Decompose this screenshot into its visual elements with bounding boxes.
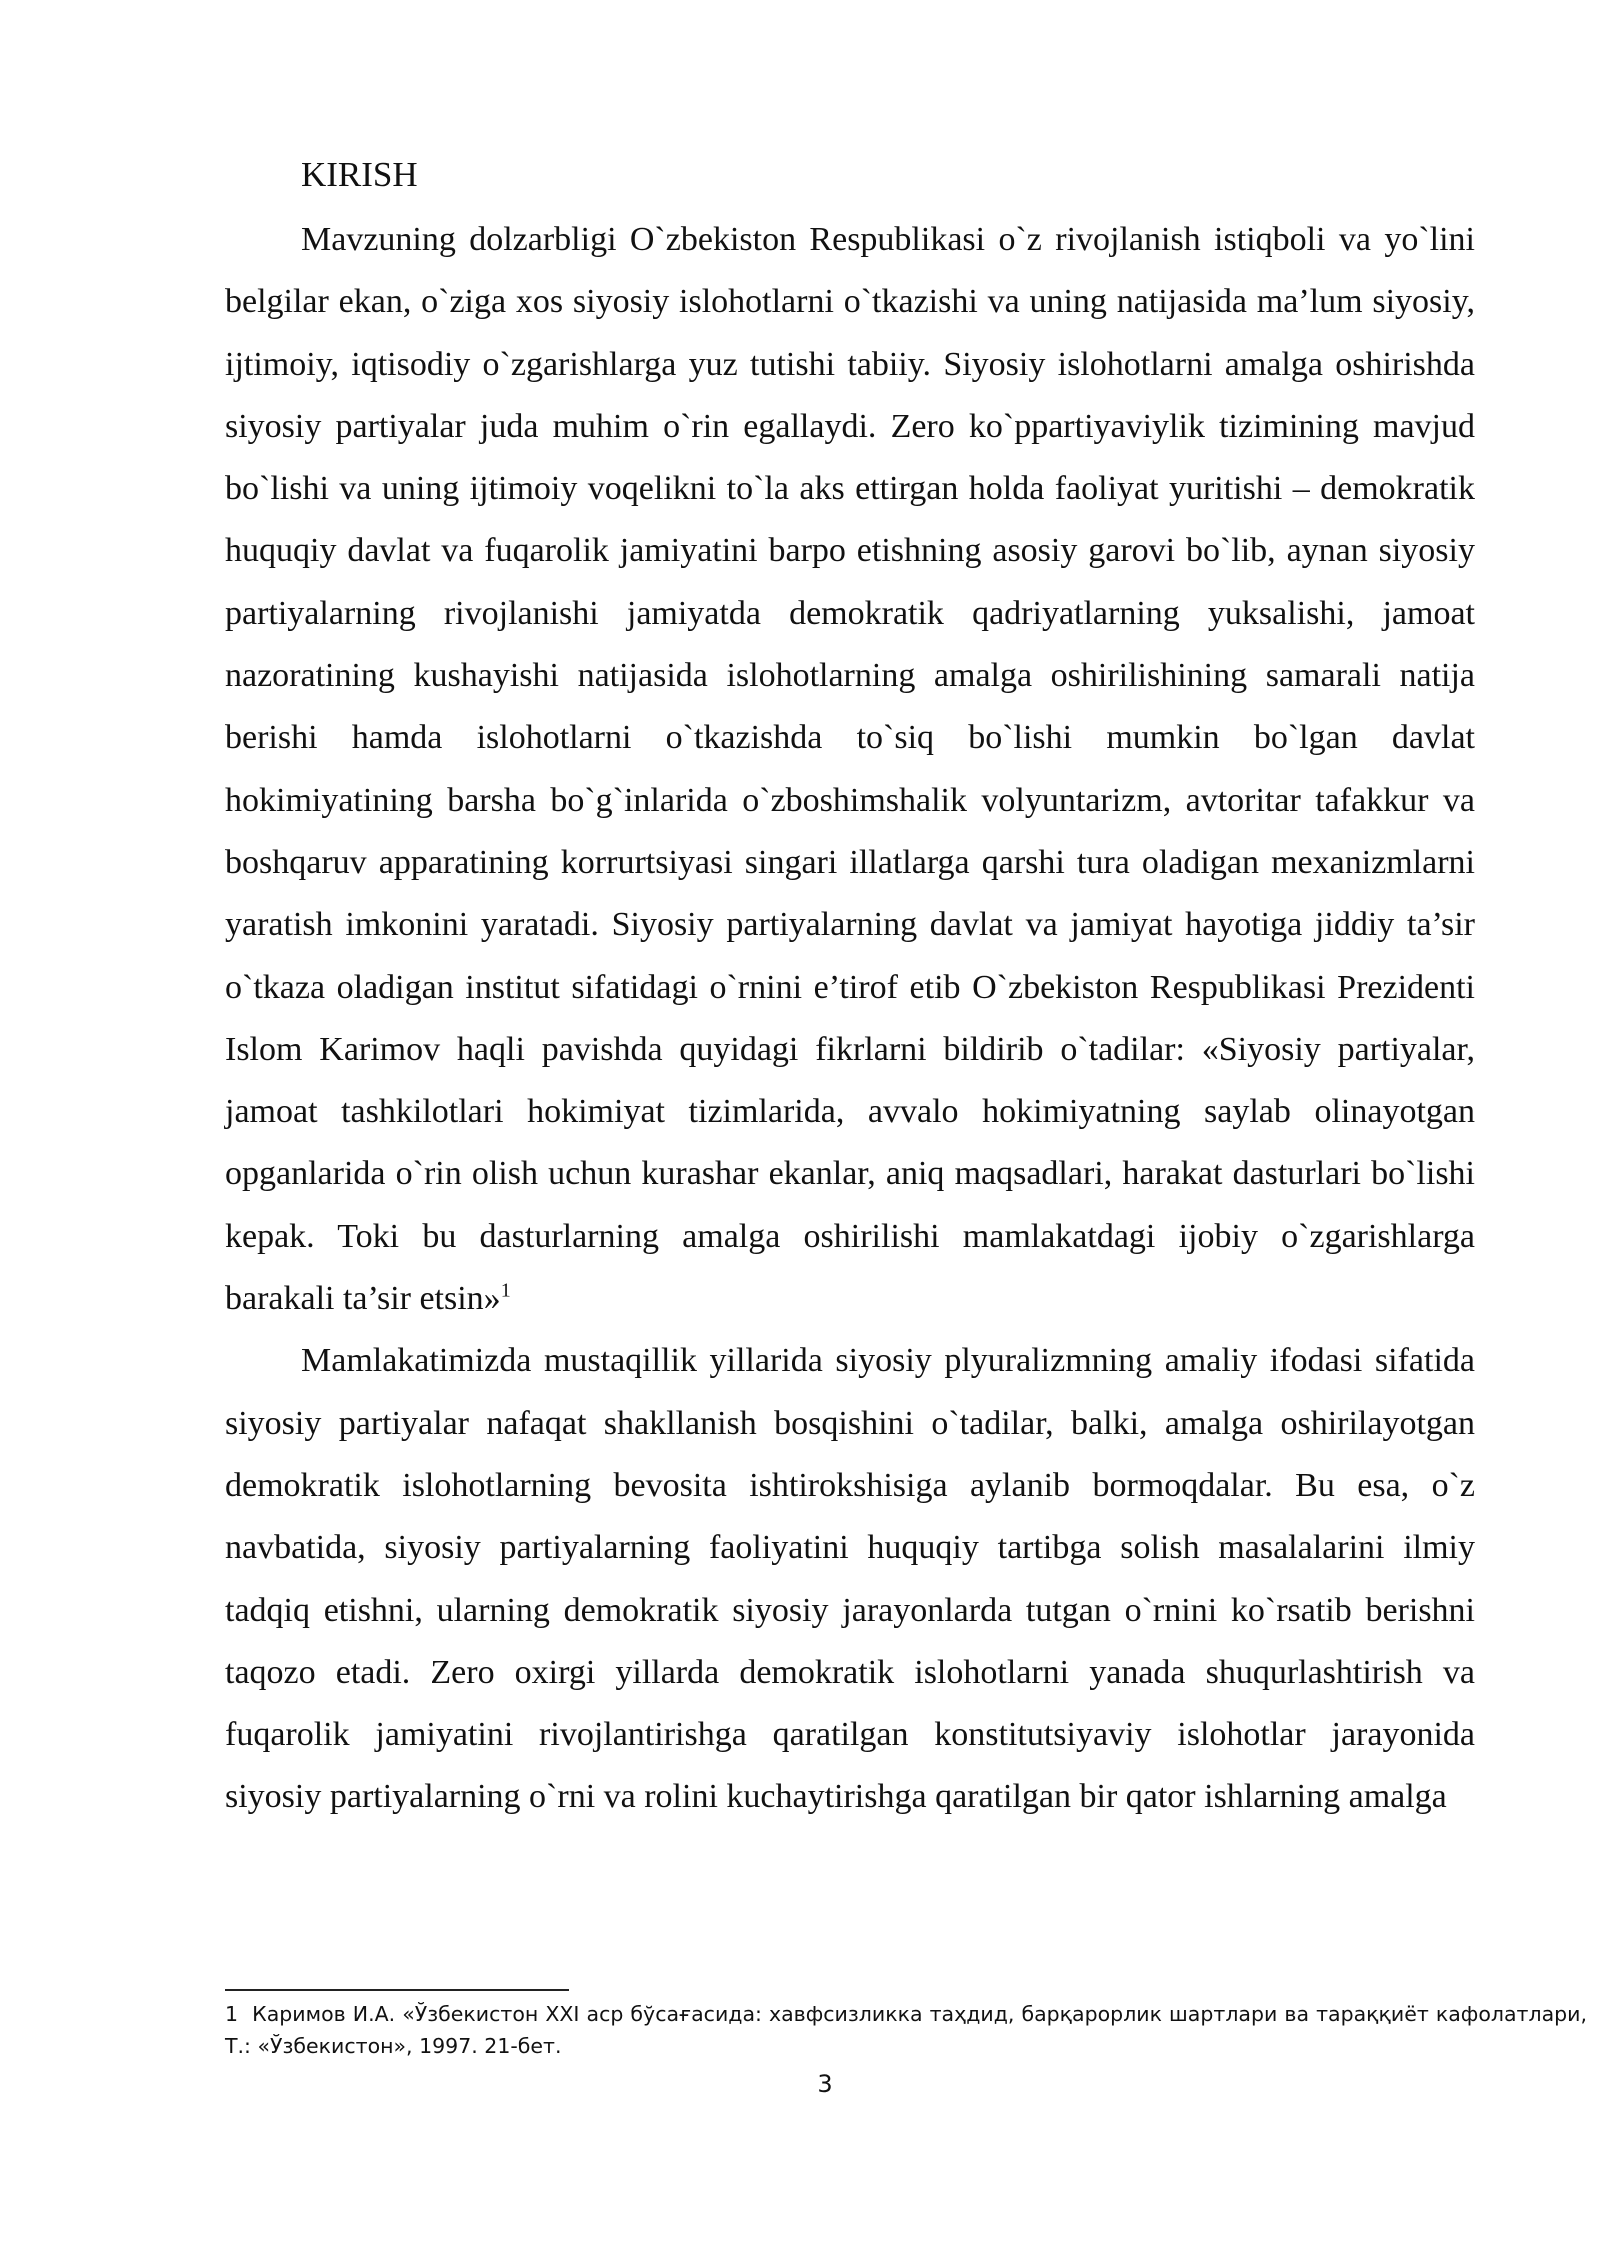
paragraph: [225, 1330, 1475, 1828]
footnote-separator: [225, 1989, 569, 1991]
paragraph-text: Mavzuning dolzarbligi O`zbekiston Respublikasi o`z rivojlanish istiqboli va yo`lini belgilar ekan, o`ziga xos siyosiy islohotlarni o`tkazishi va uning natijasida ma’lum siyosiy, ijtimoiy, iqtisodiy o`zgarishlarga yuz tutishi tabiiy. Siyosiy islohotlarni amalga oshirishda siyosiy partiyalar juda muhim o`rin egallaydi. Zero ko`ppartiyaviylik tizimining mavjud bo`lishi va uning ijtimoiy voqelikni to`la aks ettirgan holda faoliyat yuritishi – demokratik huquqiy davlat va fuqarolik jamiyatini barpo etishning asosiy garovi bo`lib, aynan siyosiy partiyalarning rivojlanishi jamiyatda demokratik qadriyatlarning yuksalishi, jamoat nazoratining kushayishi natijasida islohotlarning amalga oshirilishining samarali natija berishi hamda islohotlarni o`tkazishda to`siq bo`lishi mumkin bo`lgan davlat hokimiyatining barsha bo`g`inlarida o`zboshimshalik volyuntarizm, avtoritar tafakkur va boshqaruv apparatining korrurtsiyasi singari illatlarga qarshi tura oladigan mexanizmlarni yaratish imkonini yaratadi. Siyosiy partiyalarning davlat va jamiyat hayotiga jiddiy ta’sir o`tkaza oladigan institut sifatidagi o`rnini e’tirof etib O`zbekiston Respublikasi Prezidenti Islom Karimov haqli pavishda quyidagi fikrlarni bildirib o`tadilar: «Siyosiy partiyalar, jamoat tashkilotlari hokimiyat tizimlarida, avvalo hokimiyatning saylab olinayotgan opganlarida o`rin olish uchun kurashar ekanlar, aniq maqsadlari, harakat dasturlari bo`lishi kepak. Toki bu dasturlarning amalga oshirilishi mamlakatdagi ijobiy o`zgarishlarga barakali ta’sir etsin»: [225, 221, 1475, 1318]
paragraph-text: Mamlakatimizda mustaqillik yillarida siyosiy plyuralizmning amaliy ifodasi sifatida siyosiy partiyalar nafaqat shakllanish bosqishini o`tadilar, balki, amalga oshirilayotgan demokratik islohotlarning bevosita ishtirokshisiga aylanib bormoqdalar. Bu esa, o`z navbatida, siyosiy partiyalarning faoliyatini huquqiy tartibga solish masalalarini ilmiy tadqiq etishni, ularning demokratik siyosiy jarayonlarda tutgan o`rnini ko`rsatib berishni taqozo etadi. Zero oxirgi yillarda demokratik islohotlarni yanada shuqurlashtirish va fuqarolik jamiyatini rivojlantirishga qaratilgan konstitutsiyaviy islohotlar jarayonida siyosiy partiyalarning o`rni va rolini kuchaytirishga qaratilgan bir qator ishlarning amalga: [225, 1342, 1475, 1816]
body-text: [225, 209, 1475, 1829]
page-number: 3: [817, 2070, 833, 2098]
section-heading: KIRISH: [301, 155, 418, 194]
paragraph: [225, 209, 1475, 1330]
footnote-number: 1: [225, 2002, 239, 2026]
footnote-text: Каримов И.А. «Ўзбекистон XXI аср бўсағасида: хавфсизликка таҳдид, барқарорлик шартлари ва тараққиёт кафолатлари, Т.: «Ўзбекистон», 1997. 21-бет.: [225, 2002, 1587, 2058]
footnote-reference[interactable]: 1: [500, 1279, 511, 1302]
footnote: [225, 1998, 1587, 2062]
